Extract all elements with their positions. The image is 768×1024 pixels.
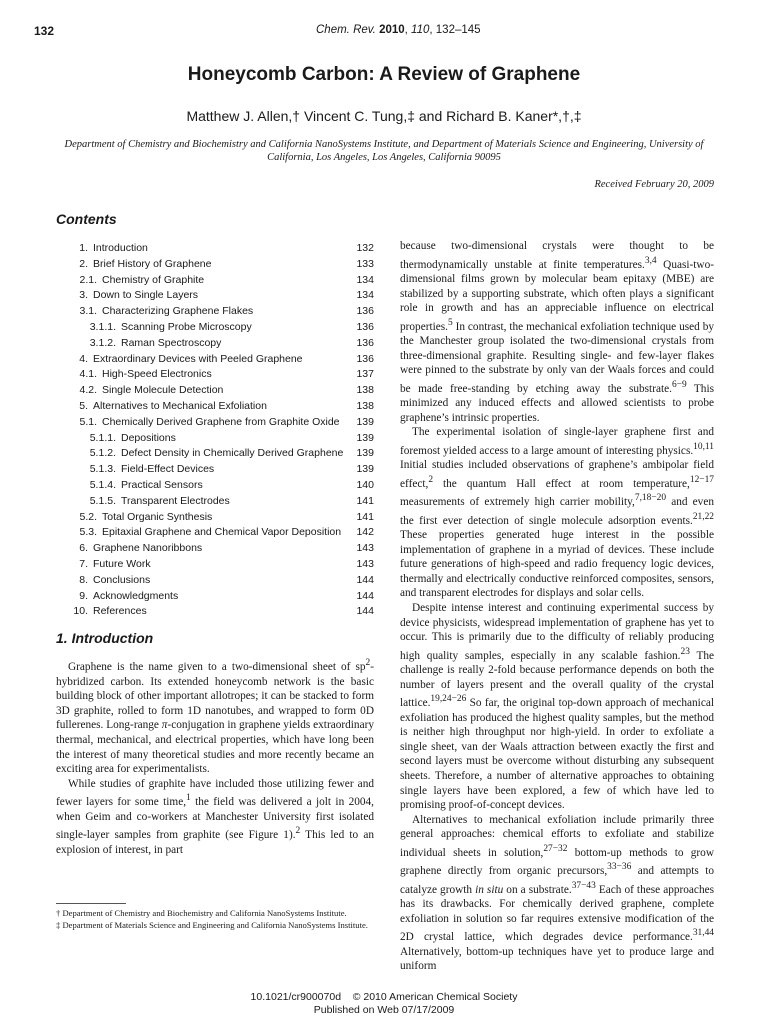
- toc-page-number: 139: [356, 415, 374, 428]
- journal-reference: Chem. Rev. 2010, 110, 132–145: [316, 24, 481, 36]
- toc-title: Field-Effect Devices: [121, 463, 215, 476]
- footnote: ‡ Department of Materials Science and Engineering and California NanoSystems Institute.: [56, 919, 368, 930]
- toc-title: Graphene Nanoribbons: [93, 542, 203, 555]
- toc-entry[interactable]: [56, 320, 374, 334]
- toc-title: Scanning Probe Microscopy: [121, 320, 252, 333]
- toc-title: References: [93, 605, 147, 618]
- toc-entry[interactable]: [56, 446, 374, 460]
- toc-title: Practical Sensors: [121, 478, 203, 491]
- paragraph: Alternatives to mechanical exfoliation include primarily three general approaches: chemical efforts to exfoliate and stabilize individual sheets in solution,$^{27-32}$ bottom-up methods to grow graphene directly from organic precursors,$^{33-36}$ and attempts to catalyze growth in situ on a substrate.$^{37-43}$ Each of these approaches has its drawbacks. For chemically derived graphene, complete exfoliation in solution so far requires extensive modification of the 2D crystal lattice, which degrades device performance.$^{31,44}$ Alternatively, bottom-up techniques have yet to produce large and uniform: [400, 813, 714, 973]
- toc-number: 5.: [79, 399, 88, 412]
- toc-entry[interactable]: [56, 383, 374, 397]
- toc-number: 5.3.: [79, 526, 97, 539]
- toc-title: Single Molecule Detection: [102, 384, 224, 397]
- left-column: [56, 208, 374, 857]
- toc-number: 7.: [79, 557, 88, 570]
- toc-page-number: 136: [356, 305, 374, 318]
- toc-entry[interactable]: [56, 573, 374, 587]
- toc-title: Conclusions: [93, 573, 151, 586]
- toc-page-number: 142: [356, 526, 374, 539]
- toc-entry[interactable]: [56, 352, 374, 366]
- toc-title: Depositions: [121, 431, 176, 444]
- toc-page-number: 139: [356, 463, 374, 476]
- paragraph: While studies of graphite have included those utilizing fewer and fewer layers for some time,$^1$ the field was delivered a jolt in 2004, when Geim and co-workers at Manchester University first isolated single-layer samples from graphite (see Figure 1).$^2$ This led to an explosion of interest, in part: [56, 777, 374, 856]
- introduction-heading: 1. Introduction: [56, 630, 154, 647]
- toc-title: Characterizing Graphene Flakes: [102, 305, 254, 318]
- toc-number: 3.1.: [79, 305, 97, 318]
- journal-pages: 132–145: [435, 24, 481, 36]
- toc-entry[interactable]: [56, 431, 374, 445]
- toc-title: Defect Density in Chemically Derived Graphene: [121, 447, 344, 460]
- toc-page-number: 138: [356, 384, 374, 397]
- page-number: 132: [34, 24, 55, 38]
- paragraph: Graphene is the name given to a two-dimensional sheet of $sp^2$-hybridized carbon. Its extended honeycomb network is the basic building block of other important allotropes; it can be stacked to form 3D graphite, rolled to form 1D nanotubes, and wrapped to form 0D fullerenes. Long-range π-conjugation in graphene yields extraordinary thermal, mechanical, and electrical properties, which have long been the interest of many theoretical studies and more recently became an exciting area for experimentalists.: [56, 658, 374, 776]
- toc-number: 5.1.: [79, 415, 97, 428]
- toc-number: 5.1.4.: [89, 478, 116, 491]
- footnote-divider: [56, 903, 126, 904]
- toc-page-number: 140: [356, 478, 374, 491]
- toc-number: 2.1.: [79, 273, 97, 286]
- journal-year: 2010: [379, 24, 405, 36]
- toc-title: Introduction: [93, 242, 148, 254]
- toc-title: High-Speed Electronics: [102, 368, 212, 381]
- toc-number: 5.2.: [79, 510, 97, 523]
- toc-title: Chemically Derived Graphene from Graphite Oxide: [102, 415, 340, 428]
- toc-number: 5.1.5.: [89, 494, 116, 507]
- toc-title: Future Work: [93, 557, 151, 570]
- toc-page-number: 132: [356, 242, 374, 254]
- toc-title: Acknowledgments: [93, 589, 179, 602]
- toc-page-number: 137: [356, 368, 374, 381]
- toc-number: 3.1.2.: [89, 336, 116, 349]
- paragraph: Despite intense interest and continuing experimental success by device physicists, widespread implementation of graphene has yet to occur. This is primarily due to the difficulty of reliably producing high quality samples, especially in any scalable fashion.$^{23}$ The challenge is really 2-fold because performance depends on both the number of layers present and the overall quality of the crystal lattice.$^{19,24-26}$ So far, the original top-down approach of mechanical exfoliation has produced the highest quality samples, but the method is neither high throughput nor high-yield. In order to exfoliate a single sheet, van der Waals attraction between exactly the first and second layers must be overcome without disturbing any subsequent sheets. Therefore, a number of alternative approaches to obtaining single layers have been explored, a few of which have led to promising proof-of-concept devices.: [400, 602, 715, 812]
- toc-entry[interactable]: [56, 273, 374, 287]
- toc-title: Raman Spectroscopy: [121, 336, 222, 349]
- footer-doi-line: [0, 991, 768, 1003]
- toc-entry[interactable]: [56, 304, 374, 318]
- toc-page-number: 144: [356, 605, 374, 618]
- introduction-body: [56, 656, 374, 857]
- toc-entry[interactable]: [56, 557, 374, 571]
- toc-page-number: 139: [356, 447, 374, 460]
- toc-title: Chemistry of Graphite: [102, 273, 205, 286]
- affiliation: Department of Chemistry and Biochemistry and California NanoSystems Institute, and Department of Materials Science and Engineering, University of California, Los Angeles, Los Angeles, California 90095: [64, 139, 704, 163]
- toc-number: 8.: [79, 573, 88, 586]
- toc-entry[interactable]: [56, 336, 374, 350]
- toc-entry[interactable]: [56, 589, 374, 603]
- toc-title: Transparent Electrodes: [121, 494, 230, 507]
- toc-page-number: 133: [356, 257, 374, 270]
- toc-entry[interactable]: [56, 541, 374, 555]
- toc-entry[interactable]: [56, 415, 374, 429]
- toc-number: 6.: [79, 542, 88, 555]
- toc-page-number: 143: [356, 542, 374, 555]
- toc-page-number: 136: [356, 352, 374, 365]
- toc-entry[interactable]: [56, 241, 374, 255]
- received-date: Received February 20, 2009: [594, 179, 714, 190]
- toc-entry[interactable]: [56, 257, 374, 271]
- toc-number: 4.: [79, 352, 88, 365]
- toc-page-number: 134: [356, 273, 374, 286]
- toc-entry[interactable]: [56, 367, 374, 381]
- toc-page-number: 138: [356, 399, 374, 412]
- toc-title: Alternatives to Mechanical Exfoliation: [93, 399, 267, 412]
- toc-number: 10.: [73, 605, 88, 618]
- authors: Matthew J. Allen,† Vincent C. Tung,‡ and Richard B. Kaner*,†,‡: [186, 108, 582, 124]
- right-column: [400, 239, 714, 974]
- paragraph: The experimental isolation of single-layer graphene first and foremost yielded access to a large amount of interesting physics.$^{10,11}$ Initial studies included observations of graphene’s ambipolar field effect,$^2$ the quantum Hall effect at room temperature,$^{12-17}$ measurements of extremely high carrier mobility,$^{7,18-20}$ and even the first ever detection of single molecule adsorption events.$^{21,22}$ These properties generated huge interest in the possible implementation of graphene in a myriad of devices. These include future generations of high-speed and radio frequency logic devices, thermally and electrically conductive reinforced composites, sensors, and transparent electrodes for displays and solar cells.: [400, 426, 714, 600]
- toc-number: 5.1.1.: [89, 431, 116, 444]
- toc-entry[interactable]: [56, 510, 374, 524]
- footnote: † Department of Chemistry and Biochemistry and California NanoSystems Institute.: [56, 908, 347, 918]
- journal-volume: 110: [411, 24, 430, 36]
- journal-name: Chem. Rev.: [316, 24, 376, 36]
- toc-page-number: 144: [356, 589, 374, 602]
- footnotes: [56, 908, 374, 931]
- toc-title: Brief History of Graphene: [93, 257, 212, 270]
- toc-number: 9.: [79, 589, 88, 602]
- toc-title: Epitaxial Graphene and Chemical Vapor Deposition: [102, 526, 342, 539]
- toc-entry[interactable]: [56, 494, 374, 508]
- toc-number: 5.1.3.: [89, 463, 116, 476]
- paragraph: because two-dimensional crystals were thought to be thermodynamically unstable at finite temperatures.$^{3,4}$ Quasi-two-dimensional films grown by molecular beam epitaxy (MBE) are stabilized by a supporting substrate, which often plays a significant role in growth and has an appreciable influence on electrical properties.$^5$ In contrast, the mechanical exfoliation technique used by the Manchester group isolated the two-dimensional crystals from three-dimensional graphite. Resulting single- and few-layer flakes were pinned to the substrate by only van der Waals forces and could be made free-standing by etching away the substrate.$^{6-9}$ This minimized any induced effects and allowed scientists to probe graphene’s intrinsic properties.: [400, 240, 715, 424]
- published-date: Published on Web 07/17/2009: [313, 1004, 455, 1016]
- toc-page-number: 143: [356, 557, 374, 570]
- toc-page-number: 139: [356, 431, 374, 444]
- copyright: © 2010 American Chemical Society: [352, 991, 518, 1003]
- toc-entry[interactable]: [56, 525, 374, 539]
- toc-entry[interactable]: [56, 462, 374, 476]
- article-title: Honeycomb Carbon: A Review of Graphene: [187, 64, 581, 85]
- toc-page-number: 144: [356, 573, 374, 586]
- toc-title: Down to Single Layers: [93, 289, 199, 302]
- toc-number: 5.1.2.: [89, 447, 116, 460]
- contents-heading: Contents: [56, 211, 117, 227]
- doi: 10.1021/cr900070d: [250, 991, 342, 1003]
- toc-number: 1.: [79, 242, 88, 254]
- toc-page-number: 136: [356, 336, 374, 349]
- toc-number: 3.: [79, 289, 88, 302]
- toc-page-number: 141: [356, 510, 374, 523]
- toc-title: Extraordinary Devices with Peeled Graphene: [93, 352, 303, 365]
- toc-title: Total Organic Synthesis: [102, 510, 213, 523]
- toc-number: 2.: [79, 257, 88, 270]
- table-of-contents: [56, 241, 374, 618]
- toc-number: 4.1.: [79, 368, 97, 381]
- toc-entry[interactable]: [56, 478, 374, 492]
- toc-page-number: 134: [356, 289, 374, 302]
- toc-entry[interactable]: [56, 288, 374, 302]
- toc-page-number: 136: [356, 320, 374, 333]
- toc-entry[interactable]: [56, 604, 374, 618]
- toc-entry[interactable]: [56, 399, 374, 413]
- toc-number: 3.1.1.: [89, 320, 116, 333]
- toc-number: 4.2.: [79, 384, 97, 397]
- toc-page-number: 141: [356, 494, 374, 507]
